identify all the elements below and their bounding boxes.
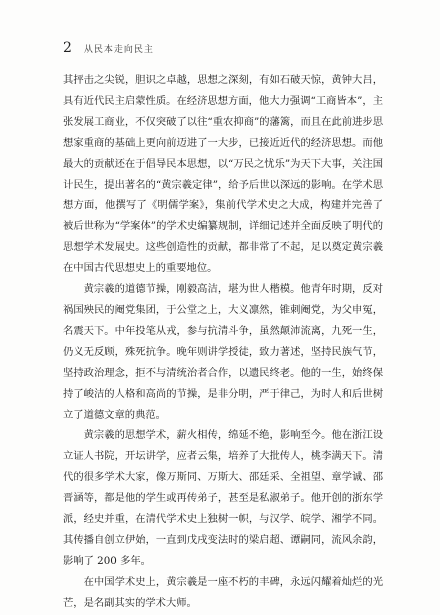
running-title: 从民本走向民主 [83, 45, 154, 55]
paragraph-1: 其抨击之尖锐，胆识之卓越，思想之深刻，有如石破天惊，黄钟大吕，具有近代民主启蒙性质。在经济思想方面，他大力强调“工商皆本”，主张发展工商业，不仅突破了以往“重农抑商”的藩篱，而且在此前进步思想家重商的基础上更向前迈进了一大步，已接近近代的经济思想。而他最大的贡献还在于倡导民本思想，以“万民之忧乐”为天下大事，关注国计民生，提出著名的“黄宗羲定律”，给予后世以深远的影响。在学术思想方面，他撰写了《明儒学案》，集前代学术史之大成，构建并完善了被后世称为“学案体”的学术史编纂规制，详细记述并全面反映了明代的思想学术发展史。这些创造性的贡献，都非常了不起，足以奠定黄宗羲在中国古代思想史上的重要地位。 [63, 74, 383, 275]
paragraph-3: 黄宗羲的思想学术，薪火相传，绵延不绝，影响至今。他在浙江设立证人书院，开坛讲学，应者云集，培养了大批传人，桃李满天下。清代的很多学术大家，像万斯同、万斯大、邵廷采、全祖望、章学诚、邵晋涵等，都是他的学生或再传弟子，甚至是私淑弟子。他开创的浙东学派，经史并重，在清代学术史上独树一帜，与汉学、皖学、湘学不同。其传播自创立伊始，一直到戊戌变法时的梁启超、谭嗣同，流风余韵，影响了 200 多年。 [63, 429, 383, 567]
paragraph-4: 在中国学术史上，黄宗羲是一座不朽的丰碑，永远闪耀着灿烂的光芒，是名副其实的学术大师。 [63, 575, 383, 609]
body-text [63, 70, 383, 614]
page-header [63, 40, 154, 56]
paragraph-2: 黄宗羲的道德节操，刚毅高洁，堪为世人楷模。他青年时期，反对祸国殃民的阉党集团，于公堂之上，大义凛然，锥刺阉党，为父申冤，名震天下。中年投笔从戎，参与抗清斗争，虽然颠沛流离，九死一生，仍义无反顾，殊死抗争。晚年则讲学授徒，致力著述，坚持民族气节，坚持政治理念，拒不与清统治者合作，以遗民终老。他的一生，始终保持了峻洁的人格和高尚的节操，是非分明，严于律己，为时人和后世树立了道德文章的典范。 [63, 283, 383, 421]
page-number: 2 [63, 40, 72, 56]
